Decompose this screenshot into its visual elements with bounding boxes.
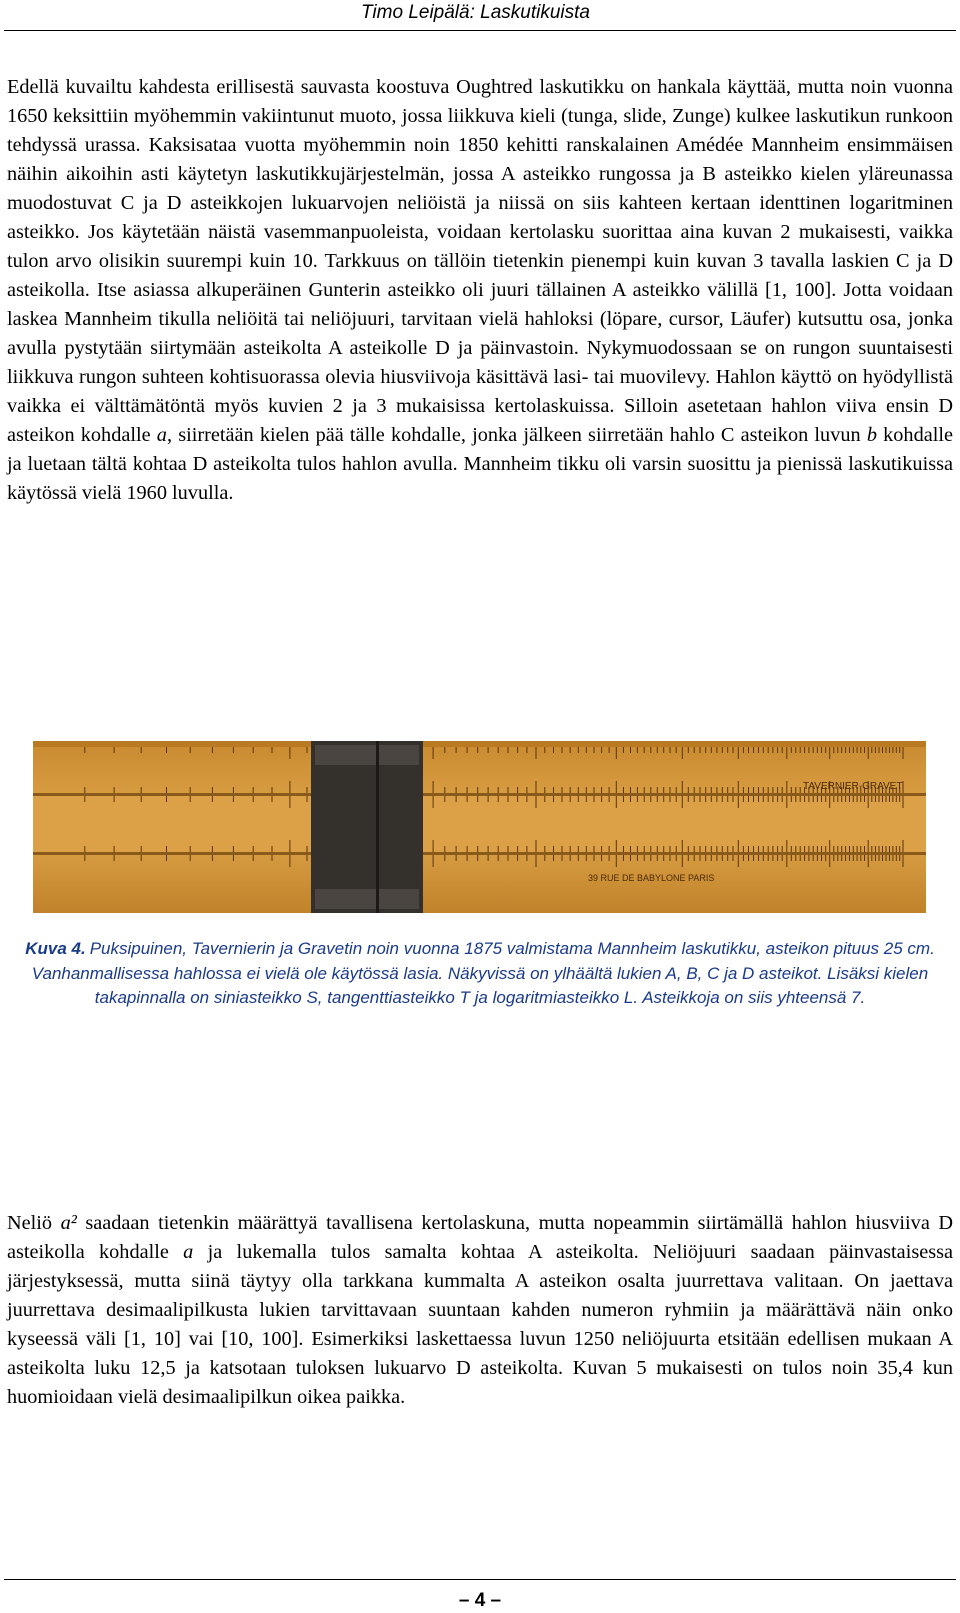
cursor: [311, 741, 423, 913]
slide: [33, 796, 926, 852]
caption-text: Puksipuinen, Tavernierin ja Gravetin noin vuonna 1875 valmistama Mannheim laskutikku, asteikon pituus 25 cm. Vanhanmallisessa hahlossa ei vielä ole käytössä lasia. Näkyvissä on ylhäältä lukien A, B, C ja D asteikot. Lisäksi kielen takapinnalla on siniasteikko S, tangenttiasteikko T ja logaritmiasteikko L. Asteikkoja on siis yhteensä 7.: [31, 939, 935, 1007]
paragraph-2-start: Neliö: [7, 1212, 53, 1234]
address-mark: 39 RUE DE BABYLONE PARIS: [588, 873, 715, 883]
slide-groove-top: [33, 793, 926, 796]
body-paragraph-2: [7, 1209, 953, 1412]
variable-b: b: [866, 424, 877, 446]
variable-a-squared: a²: [60, 1212, 77, 1234]
header-rule: [4, 30, 956, 31]
maker-mark: TAVERNIER-GRAVET: [803, 781, 903, 792]
variable-a-2: a: [183, 1241, 194, 1263]
slide-groove-bottom: [33, 852, 926, 855]
slide-rule-photo: [33, 741, 926, 913]
footer-rule: [4, 1579, 956, 1580]
page-header: [0, 0, 960, 34]
cursor-hairline: [376, 741, 379, 913]
body-paragraph-1: [7, 73, 953, 508]
caption-label: Kuva 4.: [25, 939, 86, 958]
paragraph-1-mid: , siirretään kielen pää tälle kohdalle, jonka jälkeen siirretään hahlo C asteikon luvun: [166, 424, 861, 446]
paragraph-1-text: Edellä kuvailtu kahdesta erillisestä sauvasta koostuva Oughtred laskutikku on hankala käyttää, mutta noin vuonna 1650 keksittiin myöhemmin vakiintunut muoto, jossa liikkuva kieli (tunga, slide, Zunge) kulkee laskutikun runkoon tehdyssä urassa. Kaksisataa vuotta myöhemmin noin 1850 kehitti ranskalainen Amédée Mannheim ensimmäisen näihin aikoihin asti käytetyn laskutikkujärjestelmän, jossa A asteikko rungossa ja B asteikko kielen yläreunassa muodostuvat C ja D asteikkojen lukuarvojen neliöistä ja niissä on siis kahteen kertaan identtinen logaritminen asteikko. Jos käytetään näistä vasemmanpuoleista, voidaan kertolasku suorittaa aina kuvan 2 mukaisesti, vaikka tulon arvo olisikin suurempi kuin 10. Tarkkuus on tällöin tietenkin pienempi kuin kuvan 3 tavalla laskien C ja D asteikolla. Itse asiassa alkuperäinen Gunterin asteikko oli juuri tällainen A asteikko välillä [1, 100]. Jotta voidaan laskea Mannheim tikulla neliöitä tai neliöjuuri, tarvitaan vielä hahloksi (löpare, cursor, Läufer) kutsuttu osa, jonka avulla pystytään siirtymään asteikolta A asteikolle D ja päinvastoin. Nykymuodossaan se on rungon suuntaisesti liikkuva rungon suhteen kohtisuorassa olevia hiusviivoja käsittävä lasi- tai muovilevy. Hahlon käyttö on hyödyllistä vaikka ei välttämätöntä myös kuvien 2 ja 3 mukaisissa kertolaskuissa. Silloin asetetaan hahlon viiva ensin D asteikon kohdalle: [7, 76, 953, 446]
paragraph-2-a: saadaan tietenkin määrättyä tavallisena kertolaskuna, mutta nopeammin siirtämällä hahlon hiusviiva D asteikolla kohdalle: [7, 1212, 953, 1263]
paragraph-1-end: kohdalle ja luetaan tältä kohtaa D asteikolta tulos hahlon avulla. Mannheim tikku oli varsin suosittu ja pienissä laskutikuissa käytössä vielä 1960 luvulla.: [7, 424, 953, 504]
paragraph-2-b: ja lukemalla tulos samalta kohtaa A asteikolta. Neliöjuuri saadaan päinvastaisessa järjestyksessä, mutta siinä täytyy olla tarkkana kummalta A asteikon osalta juurrettava valitaan. On jaettava juurrettava desimaalipilkusta lukien tarvittavaan suuntaan kahden numeron ryhmiin ja määrättävä näin onko kyseessä väli [1, 10] vai [10, 100]. Esimerkiksi laskettaessa luvun 1250 neliöjuurta etsitään edellisen mukaan A asteikolta luku 12,5 ja katsotaan tuloksen lukuarvo D asteikolta. Kuvan 5 mukaisesti on tulos noin 35,4 kun huomioidaan vielä desimaalipilkun oikea paikka.: [7, 1241, 954, 1408]
variable-a: a: [156, 424, 167, 446]
figure-caption: [10, 937, 950, 1011]
running-title: Timo Leipälä: Laskutikuista: [360, 2, 590, 23]
page-number: – 4 –: [458, 1590, 502, 1611]
